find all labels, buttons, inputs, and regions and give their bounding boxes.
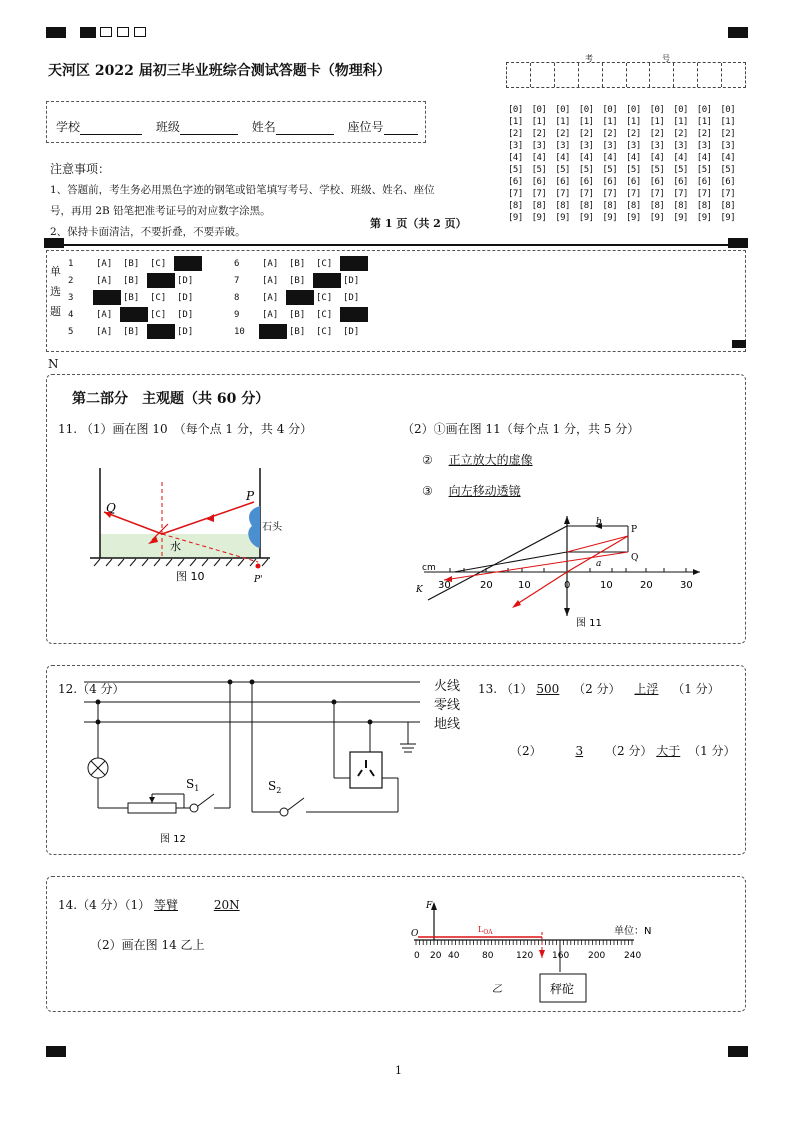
timing-mark [728,1046,748,1057]
tick-label: 10 [518,580,531,591]
label-Q: Q [631,553,639,563]
option-bubble[interactable]: [D] [177,327,194,337]
question-number: 7 [234,276,240,286]
exam-number-grid[interactable] [506,62,746,88]
mc-label-char: 选 [50,285,61,298]
option-bubble[interactable]: [D] [343,293,360,303]
option-bubble[interactable]: [A] [96,310,113,320]
label-P-prime: P' [254,575,263,585]
digit-bubble[interactable]: [0] [649,105,665,115]
option-bubble[interactable]: [C] [150,293,167,303]
option-bubble[interactable]: [C] [150,310,167,320]
weight-label: 秤砣 [550,982,575,996]
filled-bubble[interactable] [259,324,287,339]
digit-column[interactable] [673,104,688,224]
digit-bubble[interactable]: [5] [508,165,523,175]
option-bubble[interactable]: [B] [289,310,306,320]
filled-bubble[interactable] [147,273,175,288]
filled-bubble[interactable] [93,290,121,305]
digit-bubble[interactable]: [1] [720,117,736,127]
question-number: 6 [234,259,240,269]
digit-bubble[interactable]: [7] [696,189,712,199]
option-bubble[interactable]: [B] [123,276,140,286]
filled-bubble[interactable] [286,290,314,305]
answer-text: 500 [536,682,560,696]
tick-label: 200 [588,951,606,961]
tick-label: 0 [414,951,420,961]
digit-bubble[interactable]: [4] [626,153,641,163]
digit-bubble[interactable]: [3] [508,141,523,151]
question-number: 5 [68,327,74,337]
figure-caption: 图 11 [576,618,602,629]
digit-bubble[interactable]: [8] [720,201,736,211]
q13-prefix: （2） [510,744,542,758]
answer-text: 20N [213,898,240,912]
option-bubble[interactable]: [C] [316,327,333,337]
digit-column[interactable] [555,104,570,224]
digit-bubble[interactable]: [1] [531,117,547,127]
score-text: （2 分） [573,682,621,696]
filled-bubble[interactable] [120,307,148,322]
option-bubble[interactable]: [A] [262,276,279,286]
digit-bubble[interactable]: [2] [673,129,688,139]
digit-bubble[interactable]: [0] [531,105,547,115]
digit-bubble[interactable]: [0] [602,105,618,115]
digit-bubble[interactable]: [5] [531,165,547,175]
q14-prefix: 14.（4 分）（1） [58,898,151,912]
part2-heading: 第二部分 主观题（共 60 分） [72,391,270,407]
digit-bubble[interactable]: [2] [649,129,665,139]
digit-column[interactable] [650,104,665,224]
page-title: 天河区 2022 届初三毕业班综合测试答题卡（物理科） [48,63,391,79]
option-bubble[interactable]: [A] [262,310,279,320]
seat-field[interactable] [384,122,418,135]
figure-caption: 图 12 [160,834,186,845]
timing-mark [46,27,66,38]
digit-column[interactable] [697,104,712,224]
option-bubble[interactable]: [B] [123,327,140,337]
q13-line1 [478,680,720,697]
question-number: 9 [234,310,240,320]
digit-bubble[interactable]: [3] [649,141,665,151]
tick-label: 40 [448,951,460,961]
label-stone: 石头 [262,522,282,533]
digit-bubble[interactable]: [8] [531,201,547,211]
option-bubble[interactable]: [B] [289,327,306,337]
timing-mark [732,340,746,348]
digit-bubble[interactable]: [1] [626,117,641,127]
name-label: 姓名 [251,120,276,134]
tick-label: 30 [680,580,693,591]
digit-bubble[interactable]: [2] [602,129,618,139]
figure-12 [84,672,424,850]
answer-text: 上浮 [634,682,659,696]
id-label: 号 [662,54,670,63]
digit-column[interactable] [508,104,523,224]
digit-bubble[interactable]: [2] [720,129,736,139]
timing-mark [46,1046,66,1057]
digit-bubble[interactable]: [9] [673,213,688,223]
option-bubble[interactable]: [B] [123,293,140,303]
class-label: 班级 [155,120,180,134]
mc-label [50,262,61,322]
digit-column[interactable] [626,104,641,224]
option-bubble[interactable]: [B] [123,259,140,269]
digit-bubble[interactable]: [3] [720,141,736,151]
timing-box [134,27,146,37]
option-bubble[interactable]: [C] [316,259,333,269]
digit-bubble[interactable]: [8] [578,201,594,211]
divider [64,244,728,246]
q14-line1 [58,896,254,913]
answer-text: 等臂 [154,898,179,912]
filled-bubble[interactable] [147,324,175,339]
digit-bubble[interactable]: [0] [626,105,641,115]
digit-bubble[interactable]: [3] [673,141,688,151]
q13-line2 [510,742,736,759]
score-text: （1 分） [688,744,736,758]
label-s2: $S_2$ [268,779,282,795]
digit-bubble[interactable]: [8] [508,201,523,211]
figure-caption: 图 10 [176,570,205,583]
label-L: $L_{OA}$ [478,925,493,936]
digit-bubble[interactable]: [9] [649,213,665,223]
option-bubble[interactable]: [C] [316,310,333,320]
digit-bubble[interactable]: [3] [578,141,594,151]
label-F: F [426,901,433,911]
digit-bubble[interactable]: [8] [602,201,618,211]
digit-bubble[interactable]: [5] [696,165,712,175]
neutral-wire-label: 零线 [434,698,461,713]
seat-label: 座位号 [347,120,384,134]
q13-prefix: 13. （1） [478,682,533,696]
digit-bubble[interactable]: [7] [626,189,641,199]
digit-bubble[interactable]: [2] [531,129,547,139]
digit-bubble[interactable]: [0] [555,105,570,115]
digit-bubble[interactable]: [5] [626,165,641,175]
digit-bubble[interactable]: [6] [578,177,594,187]
ground-wire-label: 地线 [434,717,461,732]
digit-bubble[interactable]: [6] [626,177,641,187]
figure-10 [86,462,282,590]
tick-label: 30 [438,580,451,591]
live-wire-label: 火线 [434,679,461,694]
timing-mark [44,238,64,248]
label-P: P [631,525,638,535]
digit-column[interactable] [579,104,594,224]
id-label: 考 [585,54,593,63]
label-Q: Q [106,501,116,515]
option-bubble[interactable]: [A] [96,259,113,269]
digit-bubble[interactable]: [9] [626,213,641,223]
q11-part2: （2）①画在图 11（每个点 1 分，共 5 分） [402,422,640,436]
digit-bubble[interactable]: [5] [649,165,665,175]
filled-bubble[interactable] [340,307,368,322]
option-bubble[interactable]: [D] [177,276,194,286]
digit-bubble[interactable]: [0] [578,105,594,115]
digit-bubble[interactable]: [9] [578,213,594,223]
notes-line: 号，再用 2B 铅笔把准考证号的对应数字涂黑。 [50,205,271,217]
tick-label: 160 [552,951,570,961]
digit-bubble[interactable]: [7] [649,189,665,199]
digit-bubble[interactable]: [6] [602,177,618,187]
label-K: K [416,585,423,595]
answer-text: 大于 [656,744,681,758]
digit-bubble[interactable]: [7] [673,189,688,199]
notes-line: 2、保持卡面清洁，不要折叠，不要弄破。 [50,226,246,238]
digit-bubble[interactable]: [1] [649,117,665,127]
digit-bubble[interactable]: [2] [696,129,712,139]
digit-column[interactable] [720,104,735,224]
label-s1: $S_1$ [186,777,200,793]
label-water: 水 [170,540,181,553]
student-info-row [56,118,418,135]
unit-label: 单位：N [614,926,652,937]
figure-caption: 乙 [492,984,502,995]
question-number: 8 [234,293,240,303]
digit-bubble[interactable]: [1] [555,117,570,127]
timing-mark [728,238,748,248]
digit-bubble[interactable]: [3] [696,141,712,151]
q11-answer-3 [422,482,521,499]
digit-bubble[interactable]: [4] [578,153,594,163]
digit-bubble[interactable]: [7] [531,189,547,199]
mc-label-char: 单 [50,265,61,278]
digit-bubble[interactable]: [5] [720,165,736,175]
notes-heading: 注意事项： [50,162,111,176]
digit-bubble[interactable]: [7] [720,189,736,199]
digit-bubble[interactable]: [4] [673,153,688,163]
score-text: （1 分） [672,682,720,696]
digit-bubble[interactable]: [0] [673,105,688,115]
digit-bubble[interactable]: [3] [602,141,618,151]
question-number: 1 [68,259,74,269]
digit-bubble[interactable]: [4] [720,153,736,163]
digit-bubble[interactable]: [5] [673,165,688,175]
item-num: ② [422,453,433,467]
digit-bubble[interactable]: [4] [531,153,547,163]
name-field[interactable] [276,122,334,135]
label-a: a [596,559,602,569]
option-bubble[interactable]: [A] [96,327,113,337]
option-bubble[interactable]: [A] [262,293,279,303]
item-num: ③ [422,484,433,498]
digit-bubble[interactable]: [6] [649,177,665,187]
digit-bubble[interactable]: [8] [649,201,665,211]
digit-bubble[interactable]: [6] [508,177,523,187]
filled-bubble[interactable] [313,273,341,288]
digit-bubble[interactable]: [5] [578,165,594,175]
digit-bubble[interactable]: [2] [555,129,570,139]
tick-label: 80 [482,951,494,961]
option-bubble[interactable]: [A] [262,259,279,269]
digit-column[interactable] [532,104,547,224]
label-cm: cm [422,563,436,573]
school-label: 学校 [56,120,81,134]
option-bubble[interactable]: [A] [96,276,113,286]
digit-bubble[interactable]: [5] [602,165,618,175]
digit-bubble[interactable]: [9] [602,213,618,223]
digit-bubble[interactable]: [4] [555,153,570,163]
digit-bubble[interactable]: [0] [720,105,736,115]
tick-label: 20 [430,951,442,961]
digit-bubble[interactable]: [2] [578,129,594,139]
digit-bubble[interactable]: [6] [555,177,570,187]
class-field[interactable] [180,122,238,135]
q14-line2: （2）画在图 14 乙上 [90,938,205,952]
label-b: b [596,517,602,527]
digit-bubble[interactable]: [4] [508,153,523,163]
option-bubble[interactable]: [D] [343,327,360,337]
question-number: 2 [68,276,74,286]
option-bubble[interactable]: [D] [177,293,194,303]
digit-bubble[interactable]: [1] [696,117,712,127]
filled-bubble[interactable] [340,256,368,271]
option-bubble[interactable]: [C] [150,259,167,269]
digit-bubble[interactable]: [4] [696,153,712,163]
answer-text: 3 [575,744,584,758]
digit-bubble[interactable]: [1] [508,117,523,127]
digit-bubble[interactable]: [7] [578,189,594,199]
option-bubble[interactable]: [D] [177,310,194,320]
option-bubble[interactable]: [C] [316,293,333,303]
digit-bubble[interactable]: [8] [555,201,570,211]
digit-bubble[interactable]: [9] [555,213,570,223]
option-bubble[interactable]: [B] [289,259,306,269]
digit-bubble[interactable]: [9] [508,213,523,223]
mc-label-char: 题 [50,305,61,318]
filled-bubble[interactable] [174,256,202,271]
score-text: （2 分） [604,744,653,758]
digit-bubble[interactable]: [3] [626,141,641,151]
digit-bubble[interactable]: [1] [602,117,618,127]
answer-text: 正立放大的虚像 [448,453,533,467]
digit-column[interactable] [602,104,617,224]
digit-bubble[interactable]: [0] [508,105,523,115]
q11-part1: 11. （1）画在图 10 （每个点 1 分，共 4 分） [58,422,313,436]
tick-label: 120 [516,951,534,961]
digit-bubble[interactable]: [9] [531,213,547,223]
question-number: 10 [234,327,245,337]
timing-mark [80,27,96,38]
question-number: 4 [68,310,74,320]
n-mark: N [48,357,59,371]
label-P: P [246,489,255,503]
tick-label: 0 [564,580,571,591]
page-number: 1 [395,1064,402,1077]
digit-bubble[interactable]: [0] [696,105,712,115]
digit-bubble[interactable]: [9] [696,213,712,223]
digit-bubble[interactable]: [9] [720,213,736,223]
digit-bubble[interactable]: [6] [531,177,547,187]
timing-mark [728,27,748,38]
label-O: O [411,929,419,939]
q12-label: 12.（4 分） [58,682,125,696]
digit-bubble[interactable]: [6] [720,177,736,187]
school-field[interactable] [80,122,142,135]
q11-answer-2 [422,451,533,468]
tick-label: 20 [480,580,493,591]
digit-bubble[interactable]: [8] [673,201,688,211]
digit-bubble[interactable]: [7] [555,189,570,199]
digit-bubble[interactable]: [2] [508,129,523,139]
digit-bubble[interactable]: [3] [555,141,570,151]
option-bubble[interactable]: [D] [343,276,360,286]
timing-box [100,27,112,37]
figure-11 [414,512,704,632]
digit-bubble[interactable]: [8] [696,201,712,211]
digit-bubble[interactable]: [1] [673,117,688,127]
timing-box [117,27,129,37]
tick-label: 10 [600,580,613,591]
digit-bubble[interactable]: [7] [508,189,523,199]
notes-line: 1、答题前，考生务必用黑色字迹的钢笔或铅笔填写考号、学校、班级、姓名、座位 [50,184,435,196]
digit-bubble[interactable]: [8] [626,201,641,211]
answer-text: 向左移动透镜 [448,484,521,498]
digit-bubble[interactable]: [7] [602,189,618,199]
page-indicator: 第 1 页（共 2 页） [370,217,467,230]
tick-label: 240 [624,951,642,961]
digit-bubble[interactable]: [5] [555,165,570,175]
option-bubble[interactable]: [B] [289,276,306,286]
digit-bubble[interactable]: [4] [649,153,665,163]
digit-bubble[interactable]: [6] [696,177,712,187]
tick-label: 20 [640,580,653,591]
digit-bubble[interactable]: [4] [602,153,618,163]
digit-bubble[interactable]: [6] [673,177,688,187]
digit-bubble[interactable]: [1] [578,117,594,127]
figure-14 [408,896,658,1006]
question-number: 3 [68,293,74,303]
digit-bubble[interactable]: [2] [626,129,641,139]
digit-bubble[interactable]: [3] [531,141,547,151]
